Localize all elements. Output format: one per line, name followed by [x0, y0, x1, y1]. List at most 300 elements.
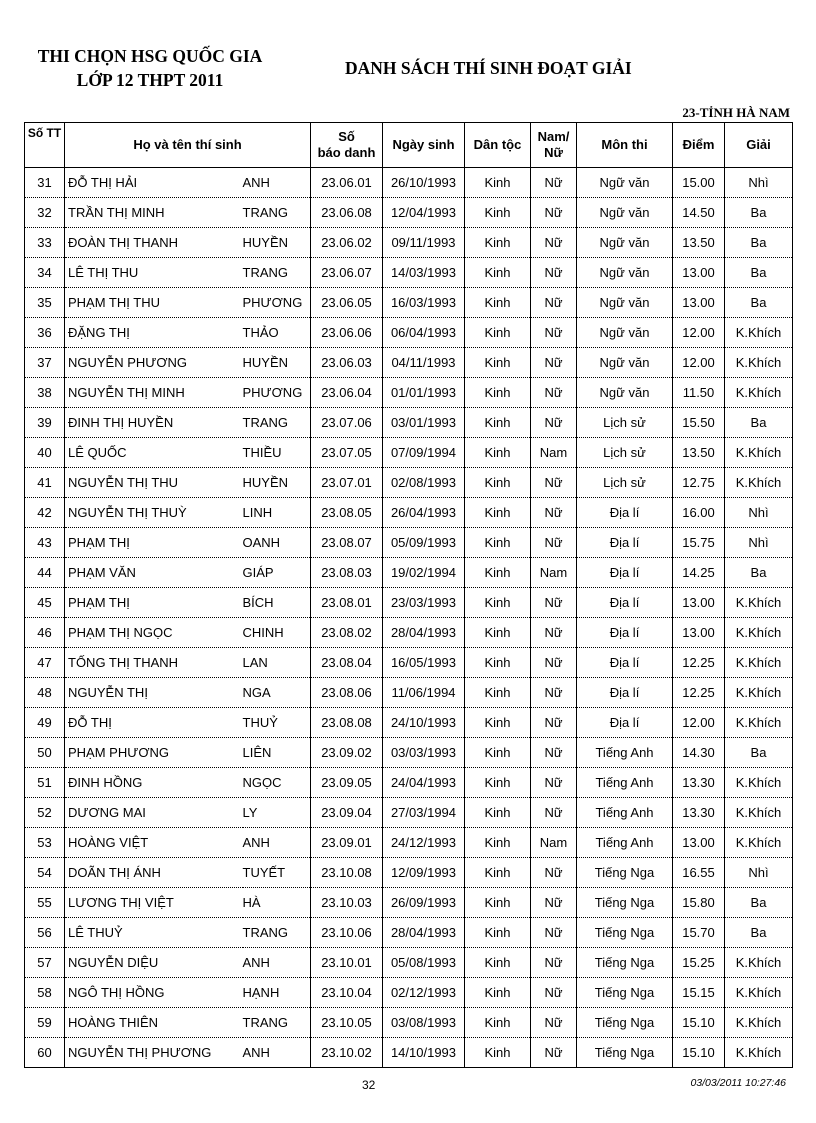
cell-award: K.Khích — [725, 318, 793, 348]
cell-last-middle-name: LÊ THUỶ — [65, 918, 243, 948]
table-row — [25, 228, 793, 258]
exam-title-line2: LỚP 12 THPT 2011 — [76, 70, 224, 90]
cell-score: 12.00 — [673, 318, 725, 348]
cell-ethnic: Kinh — [465, 1038, 531, 1068]
cell-last-middle-name: TRẦN THỊ MINH — [65, 198, 243, 228]
cell-gender: Nam — [531, 828, 577, 858]
cell-subject: Tiếng Nga — [577, 1038, 673, 1068]
cell-first-name: NGA — [243, 678, 311, 708]
cell-subject: Lịch sử — [577, 468, 673, 498]
cell-award: Ba — [725, 558, 793, 588]
cell-score: 15.10 — [673, 1008, 725, 1038]
cell-subject: Lịch sử — [577, 438, 673, 468]
cell-ethnic: Kinh — [465, 228, 531, 258]
cell-score: 13.00 — [673, 618, 725, 648]
cell-gender: Nữ — [531, 408, 577, 438]
cell-dob: 28/04/1993 — [383, 918, 465, 948]
province-label: 23-TỈNH HÀ NAM — [682, 105, 790, 120]
cell-ethnic: Kinh — [465, 708, 531, 738]
cell-sbd: 23.06.06 — [311, 318, 383, 348]
cell-ethnic: Kinh — [465, 768, 531, 798]
cell-subject: Ngữ văn — [577, 168, 673, 198]
cell-subject: Tiếng Anh — [577, 768, 673, 798]
cell-sbd: 23.08.08 — [311, 708, 383, 738]
cell-gender: Nữ — [531, 918, 577, 948]
cell-first-name: THẢO — [243, 318, 311, 348]
cell-last-middle-name: DƯƠNG MAI — [65, 798, 243, 828]
cell-award: K.Khích — [725, 378, 793, 408]
cell-dob: 05/08/1993 — [383, 948, 465, 978]
cell-first-name: ANH — [243, 948, 311, 978]
cell-subject: Tiếng Nga — [577, 978, 673, 1008]
cell-sbd: 23.06.08 — [311, 198, 383, 228]
cell-award: K.Khích — [725, 438, 793, 468]
cell-gender: Nữ — [531, 198, 577, 228]
cell-stt: 57 — [25, 948, 65, 978]
cell-first-name: HÀ — [243, 888, 311, 918]
table-row — [25, 588, 793, 618]
cell-award: Nhì — [725, 528, 793, 558]
cell-gender: Nữ — [531, 948, 577, 978]
cell-first-name: THIỀU — [243, 438, 311, 468]
header-gender-line1: Nam/ — [537, 129, 570, 144]
cell-sbd: 23.07.05 — [311, 438, 383, 468]
cell-score: 15.00 — [673, 168, 725, 198]
cell-sbd: 23.06.04 — [311, 378, 383, 408]
cell-score: 15.10 — [673, 1038, 725, 1068]
cell-stt: 47 — [25, 648, 65, 678]
cell-award: K.Khích — [725, 768, 793, 798]
cell-gender: Nữ — [531, 318, 577, 348]
cell-first-name: LINH — [243, 498, 311, 528]
header-name: Họ và tên thí sinh — [65, 123, 311, 168]
cell-gender: Nữ — [531, 678, 577, 708]
cell-dob: 24/10/1993 — [383, 708, 465, 738]
cell-stt: 50 — [25, 738, 65, 768]
cell-last-middle-name: TỐNG THỊ THANH — [65, 648, 243, 678]
cell-subject: Tiếng Anh — [577, 828, 673, 858]
cell-sbd: 23.08.04 — [311, 648, 383, 678]
cell-score: 11.50 — [673, 378, 725, 408]
cell-award: K.Khích — [725, 648, 793, 678]
cell-stt: 40 — [25, 438, 65, 468]
table-row — [25, 798, 793, 828]
cell-ethnic: Kinh — [465, 948, 531, 978]
cell-first-name: LIÊN — [243, 738, 311, 768]
cell-stt: 54 — [25, 858, 65, 888]
cell-award: K.Khích — [725, 798, 793, 828]
cell-gender: Nữ — [531, 378, 577, 408]
table-row — [25, 618, 793, 648]
cell-last-middle-name: PHẠM VĂN — [65, 558, 243, 588]
cell-subject: Tiếng Nga — [577, 858, 673, 888]
cell-subject: Ngữ văn — [577, 378, 673, 408]
cell-subject: Tiếng Nga — [577, 948, 673, 978]
table-row — [25, 738, 793, 768]
table-row — [25, 378, 793, 408]
table-row — [25, 918, 793, 948]
cell-gender: Nữ — [531, 228, 577, 258]
table-row — [25, 468, 793, 498]
cell-ethnic: Kinh — [465, 978, 531, 1008]
cell-sbd: 23.08.05 — [311, 498, 383, 528]
cell-stt: 36 — [25, 318, 65, 348]
cell-sbd: 23.06.07 — [311, 258, 383, 288]
cell-sbd: 23.08.01 — [311, 588, 383, 618]
cell-first-name: HẠNH — [243, 978, 311, 1008]
cell-ethnic: Kinh — [465, 888, 531, 918]
cell-award: K.Khích — [725, 708, 793, 738]
cell-stt: 55 — [25, 888, 65, 918]
cell-score: 14.30 — [673, 738, 725, 768]
cell-score: 12.25 — [673, 648, 725, 678]
cell-dob: 26/10/1993 — [383, 168, 465, 198]
document-title: DANH SÁCH THÍ SINH ĐOẠT GIẢI — [345, 58, 632, 78]
cell-gender: Nam — [531, 438, 577, 468]
cell-first-name: LY — [243, 798, 311, 828]
table-row — [25, 1008, 793, 1038]
cell-sbd: 23.09.02 — [311, 738, 383, 768]
cell-sbd: 23.08.07 — [311, 528, 383, 558]
cell-ethnic: Kinh — [465, 198, 531, 228]
cell-sbd: 23.10.04 — [311, 978, 383, 1008]
cell-sbd: 23.09.04 — [311, 798, 383, 828]
cell-stt: 34 — [25, 258, 65, 288]
cell-sbd: 23.08.02 — [311, 618, 383, 648]
cell-award: Nhì — [725, 858, 793, 888]
cell-first-name: ANH — [243, 828, 311, 858]
cell-award: Ba — [725, 198, 793, 228]
cell-dob: 16/03/1993 — [383, 288, 465, 318]
cell-last-middle-name: LÊ THỊ THU — [65, 258, 243, 288]
cell-last-middle-name: HOÀNG VIỆT — [65, 828, 243, 858]
cell-award: Nhì — [725, 498, 793, 528]
cell-award: Ba — [725, 918, 793, 948]
cell-score: 15.70 — [673, 918, 725, 948]
cell-score: 15.80 — [673, 888, 725, 918]
header-sbd — [311, 123, 383, 168]
cell-dob: 12/04/1993 — [383, 198, 465, 228]
cell-ethnic: Kinh — [465, 288, 531, 318]
cell-first-name: TRANG — [243, 258, 311, 288]
cell-sbd: 23.10.02 — [311, 1038, 383, 1068]
cell-sbd: 23.06.03 — [311, 348, 383, 378]
cell-dob: 03/03/1993 — [383, 738, 465, 768]
cell-last-middle-name: DOÃN THỊ ÁNH — [65, 858, 243, 888]
cell-subject: Ngữ văn — [577, 318, 673, 348]
cell-sbd: 23.07.01 — [311, 468, 383, 498]
cell-gender: Nữ — [531, 888, 577, 918]
cell-stt: 32 — [25, 198, 65, 228]
cell-gender: Nữ — [531, 288, 577, 318]
cell-sbd: 23.06.02 — [311, 228, 383, 258]
cell-gender: Nữ — [531, 708, 577, 738]
cell-sbd: 23.10.01 — [311, 948, 383, 978]
cell-last-middle-name: PHẠM THỊ THU — [65, 288, 243, 318]
cell-award: Ba — [725, 228, 793, 258]
cell-ethnic: Kinh — [465, 498, 531, 528]
table-row — [25, 438, 793, 468]
cell-ethnic: Kinh — [465, 858, 531, 888]
cell-gender: Nữ — [531, 648, 577, 678]
cell-first-name: GIÁP — [243, 558, 311, 588]
cell-subject: Địa lí — [577, 498, 673, 528]
cell-subject: Tiếng Nga — [577, 888, 673, 918]
cell-award: Ba — [725, 288, 793, 318]
cell-ethnic: Kinh — [465, 648, 531, 678]
cell-subject: Tiếng Nga — [577, 918, 673, 948]
cell-first-name: PHƯƠNG — [243, 378, 311, 408]
cell-first-name: TRANG — [243, 198, 311, 228]
cell-sbd: 23.10.05 — [311, 1008, 383, 1038]
cell-last-middle-name: PHẠM THỊ NGỌC — [65, 618, 243, 648]
cell-subject: Ngữ văn — [577, 348, 673, 378]
cell-gender: Nữ — [531, 768, 577, 798]
cell-dob: 02/08/1993 — [383, 468, 465, 498]
cell-last-middle-name: ĐINH HỒNG — [65, 768, 243, 798]
cell-sbd: 23.08.03 — [311, 558, 383, 588]
cell-stt: 56 — [25, 918, 65, 948]
cell-ethnic: Kinh — [465, 588, 531, 618]
table-row — [25, 348, 793, 378]
table-row — [25, 498, 793, 528]
cell-first-name: ANH — [243, 168, 311, 198]
cell-first-name: TRANG — [243, 1008, 311, 1038]
cell-last-middle-name: NGÔ THỊ HỒNG — [65, 978, 243, 1008]
cell-dob: 06/04/1993 — [383, 318, 465, 348]
cell-stt: 58 — [25, 978, 65, 1008]
cell-dob: 03/01/1993 — [383, 408, 465, 438]
header-gender-line2: Nữ — [544, 145, 563, 160]
cell-subject: Tiếng Anh — [577, 738, 673, 768]
cell-dob: 26/09/1993 — [383, 888, 465, 918]
cell-dob: 16/05/1993 — [383, 648, 465, 678]
cell-score: 13.00 — [673, 828, 725, 858]
cell-last-middle-name: ĐINH THỊ HUYỀN — [65, 408, 243, 438]
cell-sbd: 23.10.08 — [311, 858, 383, 888]
cell-award: Ba — [725, 888, 793, 918]
cell-award: K.Khích — [725, 828, 793, 858]
cell-ethnic: Kinh — [465, 558, 531, 588]
header-dob: Ngày sinh — [383, 123, 465, 168]
cell-gender: Nữ — [531, 1038, 577, 1068]
cell-award: K.Khích — [725, 468, 793, 498]
cell-award: Ba — [725, 258, 793, 288]
cell-last-middle-name: ĐOÀN THỊ THANH — [65, 228, 243, 258]
cell-first-name: ANH — [243, 1038, 311, 1068]
header-award: Giải — [725, 123, 793, 168]
cell-dob: 14/03/1993 — [383, 258, 465, 288]
cell-stt: 49 — [25, 708, 65, 738]
cell-ethnic: Kinh — [465, 918, 531, 948]
cell-dob: 01/01/1993 — [383, 378, 465, 408]
cell-last-middle-name: PHẠM THỊ — [65, 528, 243, 558]
cell-dob: 09/11/1993 — [383, 228, 465, 258]
cell-stt: 35 — [25, 288, 65, 318]
cell-gender: Nữ — [531, 168, 577, 198]
cell-ethnic: Kinh — [465, 318, 531, 348]
cell-subject: Ngữ văn — [577, 258, 673, 288]
cell-ethnic: Kinh — [465, 618, 531, 648]
cell-first-name: PHƯƠNG — [243, 288, 311, 318]
cell-dob: 07/09/1994 — [383, 438, 465, 468]
cell-subject: Địa lí — [577, 558, 673, 588]
cell-ethnic: Kinh — [465, 1008, 531, 1038]
cell-sbd: 23.10.06 — [311, 918, 383, 948]
cell-first-name: THUỶ — [243, 708, 311, 738]
cell-first-name: HUYỀN — [243, 348, 311, 378]
cell-last-middle-name: NGUYỄN THỊ PHƯƠNG — [65, 1038, 243, 1068]
table-row — [25, 168, 793, 198]
cell-subject: Địa lí — [577, 648, 673, 678]
cell-last-middle-name: NGUYỄN THỊ THUỲ — [65, 498, 243, 528]
table-row — [25, 318, 793, 348]
cell-ethnic: Kinh — [465, 678, 531, 708]
cell-ethnic: Kinh — [465, 438, 531, 468]
cell-gender: Nữ — [531, 738, 577, 768]
cell-last-middle-name: ĐỖ THỊ HẢI — [65, 168, 243, 198]
cell-ethnic: Kinh — [465, 528, 531, 558]
cell-last-middle-name: NGUYỄN THỊ THU — [65, 468, 243, 498]
cell-gender: Nữ — [531, 258, 577, 288]
table-row — [25, 948, 793, 978]
table-row — [25, 978, 793, 1008]
cell-award: K.Khích — [725, 588, 793, 618]
cell-award: Ba — [725, 738, 793, 768]
cell-stt: 42 — [25, 498, 65, 528]
cell-last-middle-name: NGUYỄN PHƯƠNG — [65, 348, 243, 378]
cell-score: 15.25 — [673, 948, 725, 978]
cell-last-middle-name: ĐẶNG THỊ — [65, 318, 243, 348]
cell-ethnic: Kinh — [465, 378, 531, 408]
cell-score: 13.00 — [673, 258, 725, 288]
cell-first-name: TRANG — [243, 918, 311, 948]
table-row — [25, 858, 793, 888]
cell-dob: 04/11/1993 — [383, 348, 465, 378]
cell-subject: Địa lí — [577, 678, 673, 708]
cell-subject: Địa lí — [577, 588, 673, 618]
cell-subject: Địa lí — [577, 708, 673, 738]
cell-sbd: 23.09.01 — [311, 828, 383, 858]
cell-gender: Nữ — [531, 498, 577, 528]
cell-sbd: 23.08.06 — [311, 678, 383, 708]
cell-first-name: TUYẾT — [243, 858, 311, 888]
cell-subject: Tiếng Nga — [577, 1008, 673, 1038]
cell-first-name: HUYỀN — [243, 468, 311, 498]
cell-gender: Nam — [531, 558, 577, 588]
cell-score: 15.15 — [673, 978, 725, 1008]
cell-award: K.Khích — [725, 678, 793, 708]
cell-score: 13.50 — [673, 438, 725, 468]
cell-score: 12.75 — [673, 468, 725, 498]
table-row — [25, 708, 793, 738]
header-ethnic: Dân tộc — [465, 123, 531, 168]
header-sbd-line2: báo danh — [317, 145, 376, 160]
cell-ethnic: Kinh — [465, 798, 531, 828]
table-row — [25, 198, 793, 228]
cell-ethnic: Kinh — [465, 468, 531, 498]
table-row — [25, 888, 793, 918]
cell-score: 13.30 — [673, 768, 725, 798]
table-row — [25, 558, 793, 588]
cell-subject: Ngữ văn — [577, 228, 673, 258]
table-row — [25, 648, 793, 678]
cell-award: K.Khích — [725, 1038, 793, 1068]
cell-last-middle-name: LÊ QUỐC — [65, 438, 243, 468]
cell-sbd: 23.10.03 — [311, 888, 383, 918]
cell-score: 16.55 — [673, 858, 725, 888]
cell-gender: Nữ — [531, 1008, 577, 1038]
cell-last-middle-name: HOÀNG THIÊN — [65, 1008, 243, 1038]
cell-award: K.Khích — [725, 618, 793, 648]
cell-first-name: TRANG — [243, 408, 311, 438]
cell-first-name: OANH — [243, 528, 311, 558]
cell-last-middle-name: ĐỖ THỊ — [65, 708, 243, 738]
cell-score: 14.50 — [673, 198, 725, 228]
cell-stt: 53 — [25, 828, 65, 858]
cell-subject: Tiếng Anh — [577, 798, 673, 828]
table-row — [25, 528, 793, 558]
header-gender — [531, 123, 577, 168]
cell-stt: 46 — [25, 618, 65, 648]
cell-ethnic: Kinh — [465, 168, 531, 198]
page-number: 32 — [362, 1078, 376, 1092]
cell-score: 15.50 — [673, 408, 725, 438]
table-row — [25, 768, 793, 798]
cell-gender: Nữ — [531, 348, 577, 378]
table-body — [25, 168, 793, 1068]
cell-gender: Nữ — [531, 588, 577, 618]
cell-dob: 23/03/1993 — [383, 588, 465, 618]
cell-last-middle-name: NGUYỄN THỊ — [65, 678, 243, 708]
cell-last-middle-name: NGUYỄN THỊ MINH — [65, 378, 243, 408]
cell-dob: 24/12/1993 — [383, 828, 465, 858]
cell-first-name: CHINH — [243, 618, 311, 648]
cell-stt: 59 — [25, 1008, 65, 1038]
cell-ethnic: Kinh — [465, 258, 531, 288]
cell-gender: Nữ — [531, 798, 577, 828]
cell-last-middle-name: PHẠM THỊ — [65, 588, 243, 618]
cell-first-name: NGỌC — [243, 768, 311, 798]
cell-score: 12.00 — [673, 348, 725, 378]
print-timestamp: 03/03/2011 10:27:46 — [690, 1077, 786, 1089]
results-table — [24, 122, 793, 1068]
cell-last-middle-name: LƯƠNG THỊ VIỆT — [65, 888, 243, 918]
header-score: Điểm — [673, 123, 725, 168]
cell-score: 13.00 — [673, 288, 725, 318]
cell-score: 12.25 — [673, 678, 725, 708]
cell-gender: Nữ — [531, 858, 577, 888]
table-row — [25, 288, 793, 318]
cell-stt: 38 — [25, 378, 65, 408]
cell-stt: 37 — [25, 348, 65, 378]
cell-award: K.Khích — [725, 948, 793, 978]
cell-stt: 39 — [25, 408, 65, 438]
cell-stt: 51 — [25, 768, 65, 798]
cell-award: K.Khích — [725, 978, 793, 1008]
cell-score: 13.30 — [673, 798, 725, 828]
table-row — [25, 678, 793, 708]
cell-stt: 31 — [25, 168, 65, 198]
cell-subject: Ngữ văn — [577, 288, 673, 318]
cell-score: 15.75 — [673, 528, 725, 558]
cell-first-name: LAN — [243, 648, 311, 678]
cell-dob: 19/02/1994 — [383, 558, 465, 588]
table-row — [25, 408, 793, 438]
cell-award: Ba — [725, 408, 793, 438]
cell-gender: Nữ — [531, 468, 577, 498]
cell-award: K.Khích — [725, 1008, 793, 1038]
